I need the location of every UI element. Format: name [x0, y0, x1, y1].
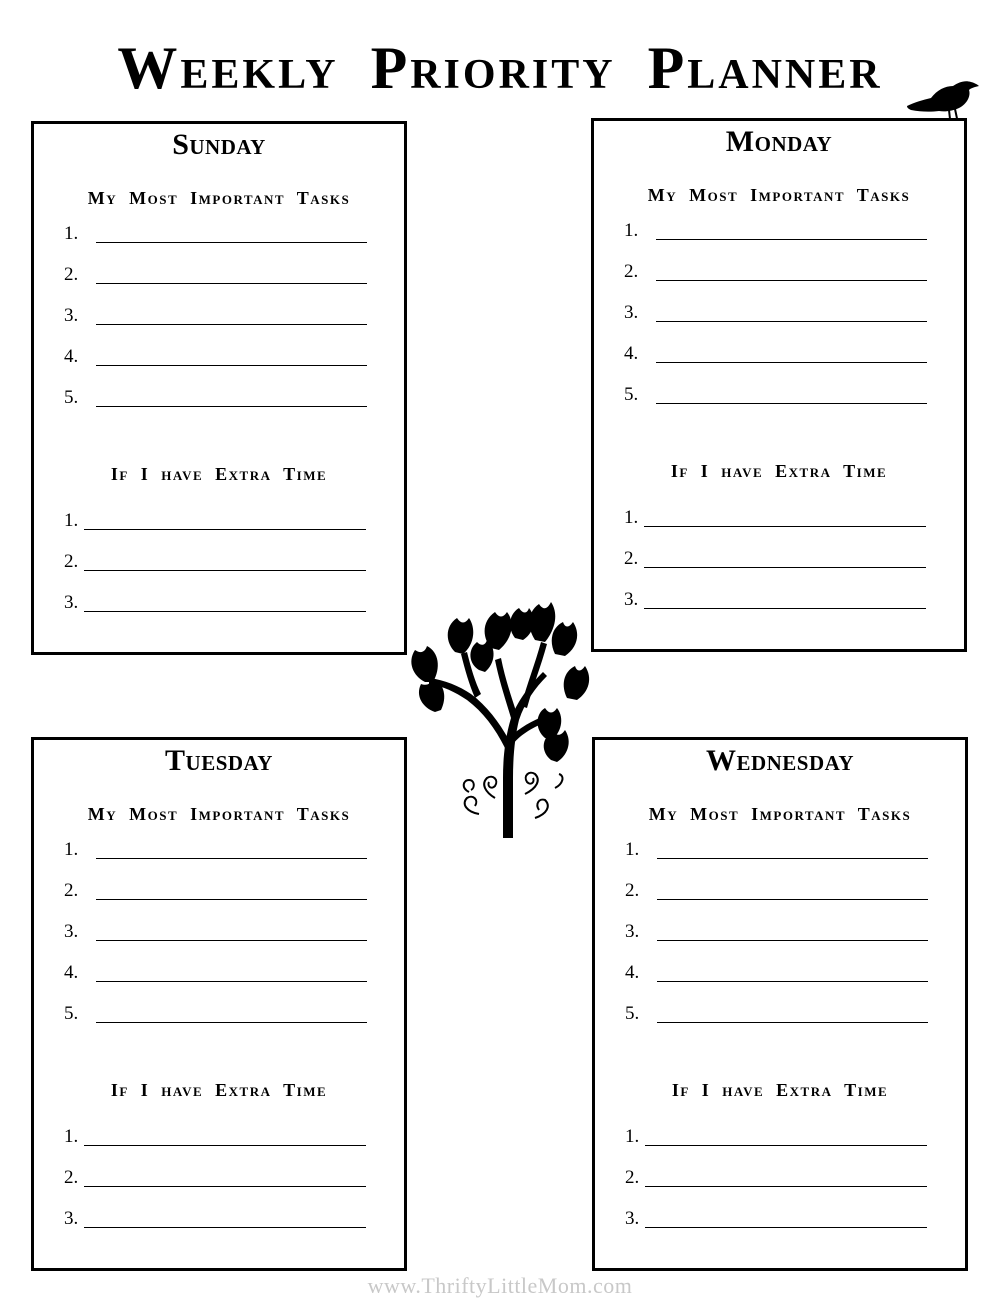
extra-task-row [64, 552, 370, 572]
day-name: Monday [725, 125, 833, 158]
task-number: 2. [64, 264, 79, 285]
task-write-line[interactable] [657, 858, 928, 859]
task-number: 3. [64, 592, 79, 613]
task-number: 2. [64, 551, 79, 572]
day-card-sunday [31, 121, 407, 655]
task-number: 1. [64, 839, 79, 860]
important-task-row [64, 963, 370, 983]
task-number: 4. [64, 962, 79, 983]
task-number: 3. [64, 305, 79, 326]
extra-task-row [624, 590, 930, 610]
task-write-line[interactable] [96, 406, 367, 407]
task-write-line[interactable] [96, 242, 367, 243]
task-write-line[interactable] [84, 570, 366, 571]
task-write-line[interactable] [656, 280, 927, 281]
task-write-line[interactable] [84, 529, 366, 530]
task-number: 2. [625, 1167, 640, 1188]
task-write-line[interactable] [656, 321, 927, 322]
extra-task-row [64, 1168, 370, 1188]
task-number: 5. [64, 1003, 79, 1024]
day-name: Sunday [172, 128, 266, 161]
important-task-row [624, 303, 930, 323]
extra-task-row [64, 511, 370, 531]
extra-task-row [64, 593, 370, 613]
important-task-row [624, 385, 930, 405]
extra-task-row [64, 1127, 370, 1147]
task-number: 1. [64, 510, 79, 531]
important-task-row [64, 1004, 370, 1024]
extra-task-row [625, 1127, 931, 1147]
task-number: 3. [624, 589, 639, 610]
extra-time-heading: If I have Extra Time [110, 1080, 328, 1100]
important-task-row [625, 922, 931, 942]
extra-time-heading: If I have Extra Time [110, 464, 328, 484]
task-write-line[interactable] [84, 1227, 366, 1228]
task-write-line[interactable] [645, 1186, 927, 1187]
task-write-line[interactable] [644, 608, 926, 609]
task-number: 4. [64, 346, 79, 367]
important-task-row [64, 224, 370, 244]
task-number: 1. [64, 223, 79, 244]
task-write-line[interactable] [645, 1227, 927, 1228]
important-task-row [625, 881, 931, 901]
task-write-line[interactable] [96, 365, 367, 366]
day-name: Wednesday [705, 744, 855, 777]
task-number: 2. [624, 261, 639, 282]
footer-url: www.ThriftyLittleMom.com [367, 1273, 633, 1298]
important-task-row [64, 265, 370, 285]
task-number: 4. [624, 343, 639, 364]
task-write-line[interactable] [644, 567, 926, 568]
extra-time-heading: If I have Extra Time [670, 461, 888, 481]
task-write-line[interactable] [84, 1186, 366, 1187]
task-write-line[interactable] [645, 1145, 927, 1146]
task-write-line[interactable] [657, 1022, 928, 1023]
task-number: 3. [625, 1208, 640, 1229]
extra-task-row [624, 549, 930, 569]
day-card-tuesday [31, 737, 407, 1271]
day-name: Tuesday [165, 744, 273, 777]
task-number: 5. [64, 387, 79, 408]
important-task-row [625, 963, 931, 983]
task-number: 1. [64, 1126, 79, 1147]
important-task-row [64, 922, 370, 942]
extra-task-row [64, 1209, 370, 1229]
task-number: 3. [624, 302, 639, 323]
extra-task-row [625, 1168, 931, 1188]
task-write-line[interactable] [657, 899, 928, 900]
task-number: 2. [625, 880, 640, 901]
task-write-line[interactable] [84, 1145, 366, 1146]
task-write-line[interactable] [96, 940, 367, 941]
day-card-monday [591, 118, 967, 652]
task-number: 1. [624, 220, 639, 241]
task-write-line[interactable] [84, 611, 366, 612]
task-number: 3. [64, 1208, 79, 1229]
task-number: 1. [625, 1126, 640, 1147]
task-write-line[interactable] [96, 1022, 367, 1023]
important-task-row [625, 1004, 931, 1024]
important-tasks-heading: My Most Important Tasks [647, 185, 911, 205]
task-number: 5. [624, 384, 639, 405]
task-number: 1. [624, 507, 639, 528]
task-write-line[interactable] [657, 940, 928, 941]
important-tasks-heading: My Most Important Tasks [87, 804, 351, 824]
day-card-wednesday [592, 737, 968, 1271]
task-number: 2. [64, 880, 79, 901]
task-write-line[interactable] [656, 362, 927, 363]
important-tasks-heading: My Most Important Tasks [87, 188, 351, 208]
task-write-line[interactable] [644, 526, 926, 527]
important-task-row [64, 347, 370, 367]
task-write-line[interactable] [96, 858, 367, 859]
task-write-line[interactable] [657, 981, 928, 982]
page-title: Weekly Priority Planner [117, 35, 883, 101]
task-number: 4. [625, 962, 640, 983]
task-number: 2. [624, 548, 639, 569]
task-number: 3. [64, 921, 79, 942]
task-number: 2. [64, 1167, 79, 1188]
extra-task-row [625, 1209, 931, 1229]
important-task-row [624, 262, 930, 282]
task-write-line[interactable] [96, 283, 367, 284]
important-task-row [64, 388, 370, 408]
important-task-row [64, 840, 370, 860]
important-task-row [64, 881, 370, 901]
task-number: 3. [625, 921, 640, 942]
important-task-row [64, 306, 370, 326]
important-task-row [624, 344, 930, 364]
task-write-line[interactable] [96, 981, 367, 982]
task-write-line[interactable] [656, 239, 927, 240]
extra-time-heading: If I have Extra Time [671, 1080, 889, 1100]
task-write-line[interactable] [96, 324, 367, 325]
important-task-row [625, 840, 931, 860]
tree-illustration [395, 588, 595, 843]
task-number: 1. [625, 839, 640, 860]
extra-task-row [624, 508, 930, 528]
task-write-line[interactable] [96, 899, 367, 900]
important-tasks-heading: My Most Important Tasks [648, 804, 912, 824]
task-write-line[interactable] [656, 403, 927, 404]
important-task-row [624, 221, 930, 241]
task-number: 5. [625, 1003, 640, 1024]
